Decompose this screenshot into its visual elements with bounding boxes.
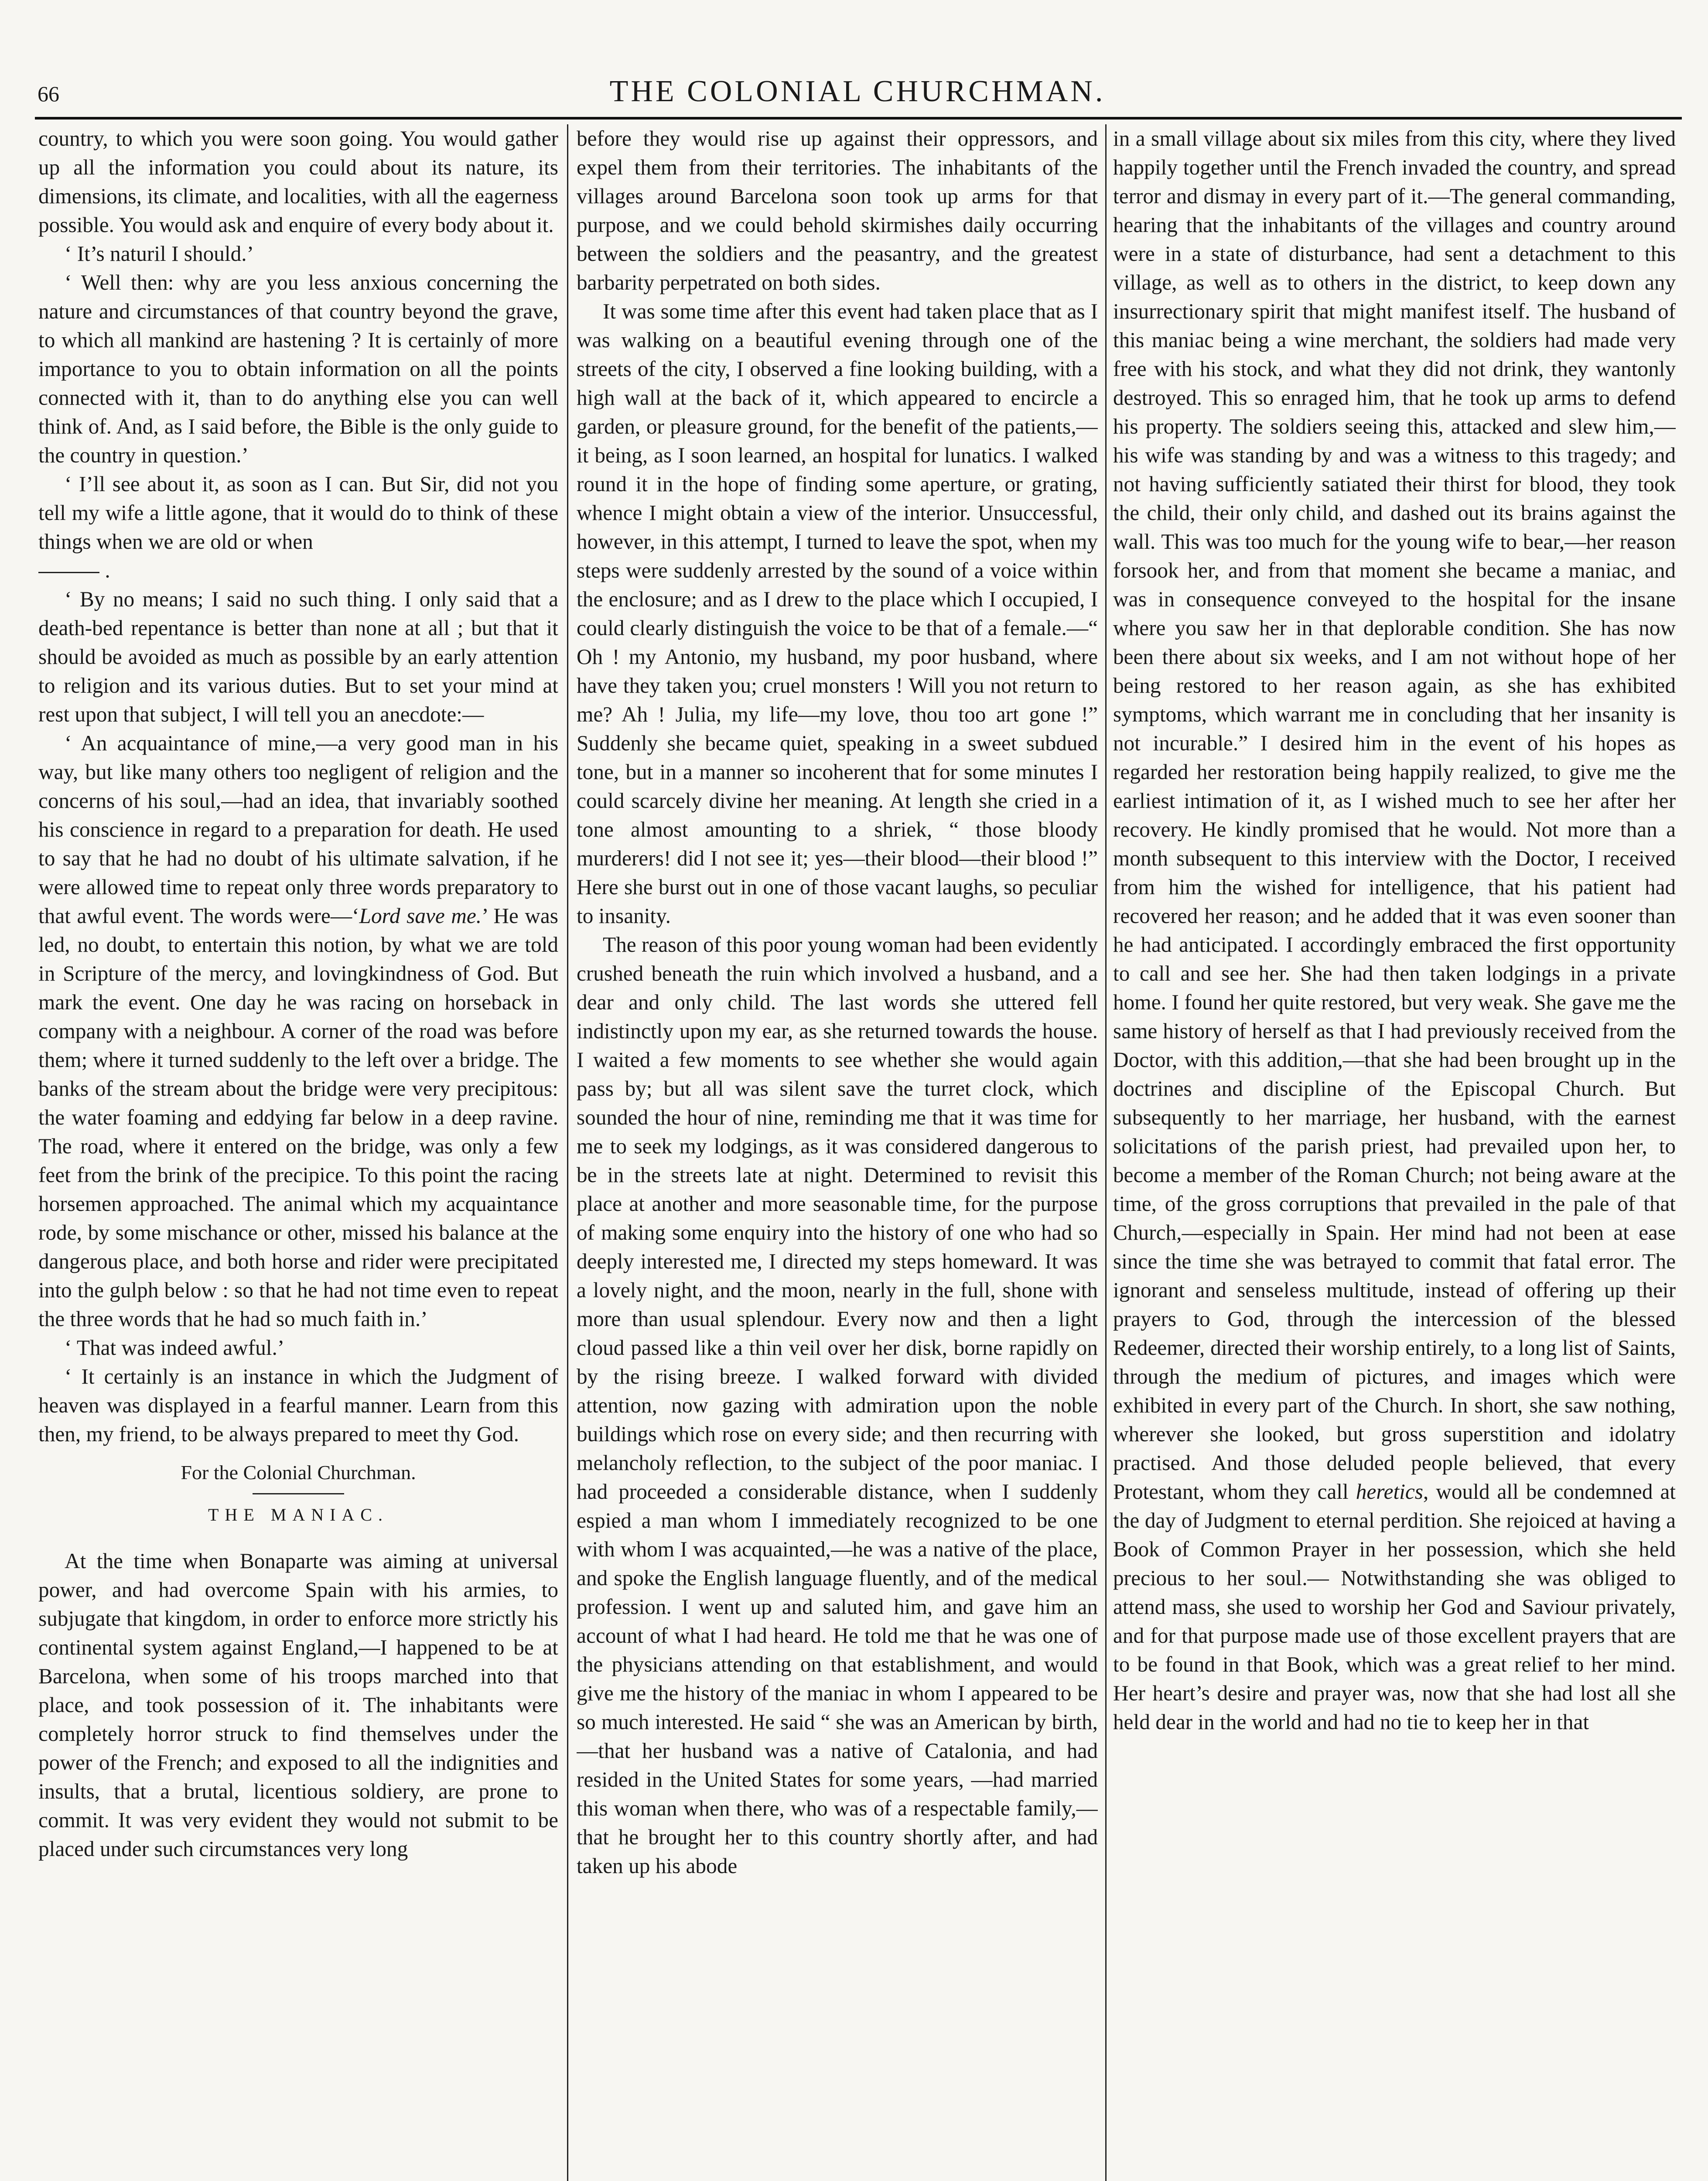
- page-header: [38, 65, 1677, 113]
- paragraph: before they would rise up against their oppressors, and expel them from their territories. The inhabitants of the villages around Barcelona soon took up arms for that purpose, and we could behold skirmishes daily occurring between the soldiers and the peasantry, and the greatest barbarity perpetrated on both sides.: [577, 126, 1098, 294]
- column-3: [1113, 124, 1676, 2181]
- paragraph: country, to which you were soon going. You would gather up all the information you could about its nature, its dimensions, its climate, and localities, with all the eagerness possible. You would ask and enquire of every body about it.: [38, 126, 558, 237]
- column-divider: [1105, 124, 1107, 2181]
- dash-rule: [38, 572, 99, 573]
- paragraph: ‘ It’s naturil I should.’: [65, 242, 254, 266]
- paragraph-text: ‘ An acquaintance of mine,—a very good man in his way, but like many others too negligent of religion and the concerns of his soul,—had an idea, that invariably soothed his conscience in regard to a preparation for death. He used to say that he had no doubt of his ultimate salvation, if he were allowed time to repeat only three words preparatory to that awful event. The words were—‘: [38, 731, 558, 928]
- paragraph-text: ’ He was led, no doubt, to entertain this notion, by what we are told in Scripture of the mercy, and lovingkindness of God. But mark the event. One day he was racing on horseback in company with a neighbour. A corner of the road was before them; where it turned suddenly to the left over a bridge. The banks of the stream about the bridge were very precipitous: the water foaming and eddying far below in a deep ravine. The road, where it entered on the bridge, was only a few feet from the brink of the precipice. To this point the racing horsemen approached. The animal which my acquaintance rode, by some mischance or other, missed his balance at the dangerous place, and both horse and rider were precipitated into the gulph below : so that he had not time even to repeat the three words that he had so much faith in.’: [38, 904, 558, 1331]
- column-divider: [567, 124, 568, 2181]
- paragraph: ‘ It certainly is an instance in which the Judgment of heaven was displayed in a fearful manner. Learn from this then, my friend, to be always prepared to meet thy God.: [38, 1364, 558, 1446]
- paragraph: [1113, 124, 1676, 1737]
- paragraph-text: in a small village about six miles from this city, where they lived happily together until the French invaded the country, and spread terror and dismay in every part of it.—The general commanding, hearing that the inhabitants of the villages and country around were in a state of disturbance, had sent a detachment to this village, as well as to others in the district, to keep down any insurrectionary spirit that might manifest itself. The husband of this maniac being a wine merchant, the soldiers had made very free with his stock, and what they did not drink, they wantonly destroyed. This so enraged him, that he took up arms to defend his property. The soldiers seeing this, attacked and slew him,—his wife was standing by and was a witness to this tragedy; and not having sufficiently satiated their thirst for blood, they took the child, their only child, and dashed out its brains against the wall. This was too much for the young wife to bear,—her reason forsook her, and from that moment she became a maniac, and was in consequence conveyed to the hospital for the insane where you saw her in that deplorable condition. She has now been there about six weeks, and I am not without hope of her being restored to her reason again, as she has exhibited symptoms, which warrant me in concluding that her insanity is not incurable.” I desired him in the event of his hopes as regarded her restoration being happily realized, to give me the earliest intimation of it, as I wished much to see her after her recovery. He kindly promised that he would. Not more than a month subsequent to this interview with the Doctor, I received from him the wished for intelligence, that his patient had recovered her reason; and he added that it was even sooner than he had anticipated. I accordingly embraced the first opportunity to call and see her. She had then taken lodgings in a private home. I found her quite restored, but very weak. She gave me the same history of herself as that I had previously received from the Doctor, with this addition,—that she had been brought up in the doctrines and discipline of the Episcopal Church. But subsequently to her marriage, her husband, with the earnest solicitations of the parish priest, had prevailed upon her, to become a member of the Roman Church; not being aware at the time, of the gross corruptions that prevailed in the pale of that Church,—especially in Spain. Her mind had not been at ease since the time she was betrayed to commit that fatal error. The ignorant and senseless multitude, instead of offering up their prayers to God, through the intercession of the blessed Redeemer, directed their worship entirely, to a long list of Saints, through the medium of pictures, and images which were exhibited in every part of the Church. In short, she saw nothing, wherever she looked, but gross superstition and idolatry practised. And those deluded people believed, that every Protestant, whom they call: [1113, 126, 1676, 1504]
- paragraph-text: ‘ I’ll see about it, as soon as I can. But Sir, did not you tell my wife a little agone, that it would do to think of these things when we are old or when: [38, 472, 558, 554]
- column-2: [577, 124, 1098, 2181]
- paragraph: ‘ That was indeed awful.’: [65, 1336, 285, 1360]
- story-title: THE MANIAC.: [208, 1505, 389, 1525]
- paragraph: At the time when Bonaparte was aiming at universal power, and had overcome Spain with his armies, to subjugate that kingdom, in order to enforce more strictly his continental system against England,—I happened to be at Barcelona, when some of his troops marched into that place, and took possession of it. The inhabitants were completely horror struck to find themselves under the power of the French; and exposed to all the indignities and insults, that a brutal, licentious soldiery, are prone to commit. It was very evident they would not submit to be placed under such circumstances very long: [38, 1549, 558, 1861]
- header-rule: [35, 117, 1682, 120]
- paragraph-end: .: [105, 558, 110, 582]
- paragraph: [38, 470, 558, 585]
- paragraph: It was some time after this event had taken place that as I was walking on a beautiful evening through one of the streets of the city, I observed a fine looking building, with a high wall at the back of it, which appeared to encircle a garden, or pleasure ground, for the benefit of the patients,—it being, as I soon learned, an hospital for lunatics. I walked round it in the hope of finding some aperture, or grating, whence I might obtain a view of the interior. Unsuccessful, however, in this attempt, I turned to leave the spot, when my steps were suddenly arrested by the sound of a voice within the enclosure; and as I drew to the place which I occupied, I could clearly distinguish the voice to be that of a female.—“ Oh ! my Antonio, my husband, my poor husband, where have they taken you; cruel monsters ! Will you not return to me? Ah ! Julia, my life—my love, thou too art gone !” Suddenly she became quiet, speaking in a sweet subdued tone, but in a manner so incoherent that for some minutes I could scarcely divine her meaning. At length she cried in a tone almost amounting to a shriek, “ those bloody murderers! did I not see it; yes—their blood—their blood !” Here she burst out in one of those vacant laughs, so peculiar to insanity.: [577, 299, 1098, 928]
- emphasis: heretics: [1356, 1480, 1423, 1504]
- byline: For the Colonial Churchman.: [181, 1461, 416, 1484]
- column-1: [38, 124, 558, 2181]
- paragraph: ‘ Well then: why are you less anxious concerning the nature and circumstances of that country beyond the grave, to which all mankind are hastening ? It is certainly of more importance to you to obtain information on all the points connected with it, than to do anything else you can well think of. And, as I said before, the Bible is the only guide to the country in question.’: [38, 270, 558, 467]
- paragraph: ‘ By no means; I said no such thing. I only said that a death-bed repentance is better than none at all ; but that it should be avoided as much as possible by an early attention to religion and its various duties. But to set your mind at rest upon that subject, I will tell you an anecdote:—: [38, 587, 558, 726]
- page-number: 66: [38, 82, 59, 106]
- paragraph: [38, 729, 558, 1333]
- short-rule: [253, 1493, 344, 1494]
- paragraph: The reason of this poor young woman had been evidently crushed beneath the ruin which involved a husband, and a dear and only child. The last words she uttered fell indistinctly upon my ear, as she returned towards the house. I waited a few moments to see whether she would again pass by; but all was silent save the turret clock, which sounded the hour of nine, reminding me that it was time for me to seek my lodgings, as it was considered dangerous to be in the streets late at night. Determined to revisit this place at another and more seasonable time, for the purpose of making some enquiry into the history of one who had so deeply interested me, I directed my steps homeward. It was a lovely night, and the moon, nearly in the full, shone with more than usual splendour. Every now and then a light cloud passed like a thin veil over her disk, borne rapidly on by the rising breeze. I walked forward with divided attention, now gazing with admiration upon the noble buildings which rose on every side; and then recurring with melancholy reflection, to the subject of the poor maniac. I had proceeded a considerable distance, when I suddenly espied a man whom I immediately recognized to be one with whom I was acquainted,—he was a native of the place, and spoke the English language fluently, and of the medical profession. I went up and saluted him, and gave him an account of what I had heard. He told me that he was one of the physicians attending on that establishment, and would give me the history of the maniac in whom I appeared to be so much interested. He said “ she was an American by birth, —that her husband was a native of Catalonia, and had resided in the United States for some years, —had married this woman when there, who was of a respectable family,—that he brought her to this country shortly after, and had taken up his abode: [577, 933, 1098, 1878]
- paragraph-text: , would all be condemned at the day of Judgment to eternal perdition. She rejoiced at having a Book of Common Prayer in her possession, which she held precious to her soul.— Notwithstanding she was obliged to attend mass, she used to worship her God and Saviour privately, and for that purpose made use of those excellent prayers that are to be found in that Book, which was a great relief to her mind. Her heart’s desire and prayer was, now that she had lost all she held dear in the world and had no tie to keep her in that: [1113, 1480, 1676, 1734]
- emphasis: Lord save me.: [359, 904, 482, 928]
- journal-title: THE COLONIAL CHURCHMAN.: [609, 75, 1106, 108]
